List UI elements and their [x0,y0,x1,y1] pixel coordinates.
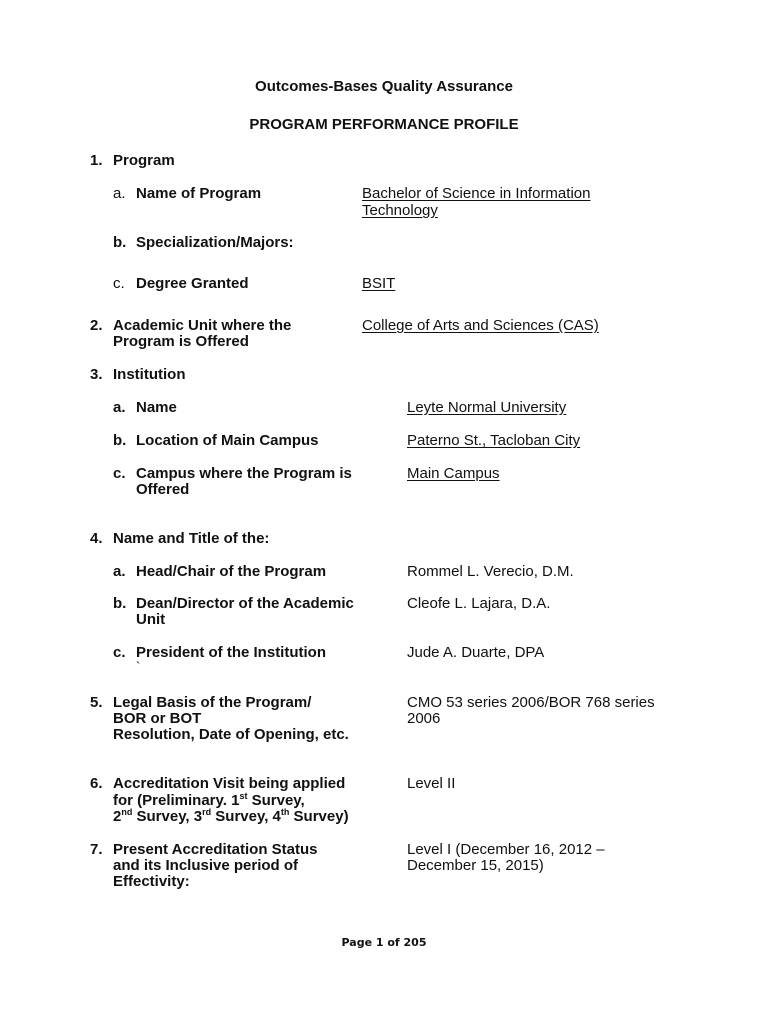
page-number: Page 1 of 205 [341,936,427,949]
accreditation-visit-value: Level II [407,775,456,792]
item-1a-label: Name of Program [136,185,262,202]
section-7-number: 7. [90,841,103,858]
program-campus-value: Main Campus [407,465,500,482]
item-4c-label: President of the Institution [136,644,326,661]
section-4-label: Name and Title of the: [113,530,270,547]
item-4c-letter: c. [113,644,126,661]
section-5-label-line3: Resolution, Date of Opening, etc. [113,726,349,743]
item-3c-label-line1: Campus where the Program is [136,465,352,482]
item-3a-letter: a. [113,399,126,416]
institution-name-value: Leyte Normal University [407,399,567,416]
section-2-label-line2: Program is Offered [113,333,249,350]
section-6-number: 6. [90,775,103,792]
section-6-label-line2: for (Preliminary. 1st Survey, [113,791,305,809]
item-4b-label-line2: Unit [136,611,166,628]
item-4a-label: Head/Chair of the Program [136,563,327,580]
item-3b-letter: b. [113,432,127,449]
program-head-value: Rommel L. Verecio, D.M. [407,563,574,580]
item-3c-label-line2: Offered [136,481,190,498]
item-1c-label: Degree Granted [136,275,249,292]
section-1-label: Program [113,152,175,169]
item-1b-letter: b. [113,234,127,251]
section-4-number: 4. [90,530,103,547]
item-1b-label: Specialization/Majors: [136,234,294,251]
section-5-number: 5. [90,694,103,711]
item-4a-letter: a. [113,563,126,580]
section-1-number: 1. [90,152,103,169]
legal-basis-value-line1: CMO 53 series 2006/BOR 768 series [407,694,655,711]
document-subtitle: PROGRAM PERFORMANCE PROFILE [249,116,519,133]
section-7-label-line1: Present Accreditation Status [113,841,318,858]
item-3c-letter: c. [113,465,126,482]
section-6-label-line1: Accreditation Visit being applied [113,775,346,792]
main-campus-location-value: Paterno St., Tacloban City [407,432,581,449]
program-name-value-line1: Bachelor of Science in Information [362,185,591,202]
section-2-label-line1: Academic Unit where the [113,317,292,334]
dean-value: Cleofe L. Lajara, D.A. [407,595,551,612]
program-name-value-line2: Technology [362,202,438,219]
degree-granted-value: BSIT [362,275,396,292]
academic-unit-value: College of Arts and Sciences (CAS) [362,317,599,334]
section-5-label-line1: Legal Basis of the Program/ [113,694,312,711]
president-value: Jude A. Duarte, DPA [407,644,545,661]
item-1a-letter: a. [113,185,126,202]
section-6-label-line3: 2nd Survey, 3rd Survey, 4th Survey) [113,807,349,825]
section-5-label-line2: BOR or BOT [113,710,202,727]
section-3-number: 3. [90,366,103,383]
section-3-label: Institution [113,366,186,383]
section-2-number: 2. [90,317,103,334]
accreditation-status-value-line2: December 15, 2015) [407,857,544,874]
item-3b-label: Location of Main Campus [136,432,319,449]
item-3a-label: Name [136,399,177,416]
item-4b-label-line1: Dean/Director of the Academic [136,595,354,612]
section-7-label-line2: and its Inclusive period of [113,857,299,874]
document-title: Outcomes-Bases Quality Assurance [255,78,513,95]
stray-tick-mark: ` [136,659,141,674]
section-7-label-line3: Effectivity: [113,873,190,890]
accreditation-status-value-line1: Level I (December 16, 2012 – [407,841,605,858]
item-1c-letter: c. [113,275,125,292]
legal-basis-value-line2: 2006 [407,710,441,727]
item-4b-letter: b. [113,595,127,612]
